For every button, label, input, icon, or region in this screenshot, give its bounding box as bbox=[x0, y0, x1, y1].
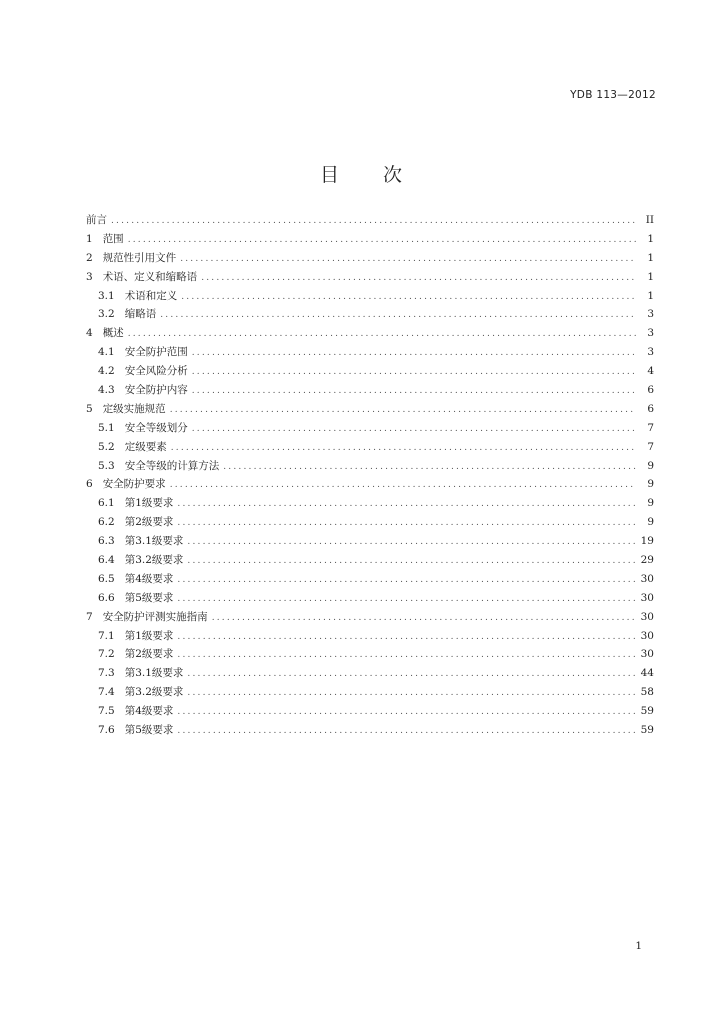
toc-entry-label: 第3.2级要求 bbox=[124, 686, 184, 699]
toc-entry-label: 第5级要求 bbox=[124, 591, 174, 604]
toc-entry-number: 7 bbox=[86, 610, 93, 623]
toc-leader-dots bbox=[180, 250, 636, 269]
toc-entry-page: 58 bbox=[640, 686, 654, 699]
toc-entry-label: 第4级要求 bbox=[124, 572, 174, 585]
toc-entry[interactable] bbox=[86, 287, 654, 306]
toc-entry-number: 6.3 bbox=[98, 535, 115, 548]
toc-entry-number: 3.2 bbox=[98, 308, 115, 321]
toc-entry-label: 范围 bbox=[102, 232, 124, 245]
toc-leader-dots bbox=[177, 722, 636, 741]
toc-leader-dots bbox=[111, 212, 636, 231]
toc-leader-dots bbox=[177, 495, 636, 514]
toc-entry-page: 4 bbox=[647, 365, 654, 378]
toc-entry[interactable] bbox=[86, 268, 654, 287]
toc-leader-dots bbox=[201, 269, 636, 288]
toc-entry-page: 6 bbox=[647, 384, 654, 397]
toc-entry-label: 定级实施规范 bbox=[102, 402, 166, 415]
toc-entry[interactable] bbox=[86, 513, 654, 532]
toc-leader-dots bbox=[192, 420, 636, 439]
toc-entry[interactable] bbox=[86, 627, 654, 646]
toc-entry-page: II bbox=[645, 214, 654, 226]
toc-entry[interactable] bbox=[86, 362, 654, 381]
toc-entry-label: 缩略语 bbox=[124, 308, 157, 321]
toc-entry-label: 第4级要求 bbox=[124, 705, 174, 718]
toc-entry-label: 安全防护要求 bbox=[102, 478, 166, 491]
toc-entry-number: 6.6 bbox=[98, 591, 115, 604]
toc-leader-dots bbox=[181, 288, 636, 307]
toc-entry-number: 7.3 bbox=[98, 667, 115, 680]
toc-entry-page: 30 bbox=[640, 629, 654, 642]
toc-entry[interactable] bbox=[86, 551, 654, 570]
toc-entry[interactable] bbox=[86, 324, 654, 343]
toc-entry-label: 安全等级划分 bbox=[124, 421, 188, 434]
toc-entry-number: 7.6 bbox=[98, 724, 115, 737]
toc-entry-page: 30 bbox=[640, 610, 654, 623]
toc-entry-label: 定级要素 bbox=[124, 440, 167, 453]
toc-entry-number: 5.2 bbox=[98, 440, 115, 453]
toc-entry-number: 1 bbox=[86, 232, 93, 245]
toc-entry-label: 第3.2级要求 bbox=[124, 554, 184, 567]
toc-entry[interactable] bbox=[86, 230, 654, 249]
toc-leader-dots bbox=[177, 628, 636, 647]
toc-entry-label: 安全等级的计算方法 bbox=[124, 459, 220, 472]
toc-entry-label: 安全防护评测实施指南 bbox=[102, 610, 208, 623]
toc-entry-page: 30 bbox=[640, 648, 654, 661]
toc-entry[interactable] bbox=[86, 664, 654, 683]
toc-entry-label: 规范性引用文件 bbox=[102, 251, 177, 264]
toc-entry-label: 第3.1级要求 bbox=[124, 535, 184, 548]
page-title bbox=[0, 160, 724, 187]
toc-entry-number: 6 bbox=[86, 478, 93, 491]
toc-entry-number: 5 bbox=[86, 402, 93, 415]
toc-entry-page: 9 bbox=[647, 459, 654, 472]
toc-entry[interactable] bbox=[86, 381, 654, 400]
toc-entry-page: 59 bbox=[640, 724, 654, 737]
toc-entry-label: 第5级要求 bbox=[124, 724, 174, 737]
toc-leader-dots bbox=[187, 665, 636, 684]
toc-entry-number: 4.1 bbox=[98, 346, 115, 359]
toc-leader-dots bbox=[192, 344, 636, 363]
toc-entry-page: 3 bbox=[647, 346, 654, 359]
toc-entry-page: 7 bbox=[647, 440, 654, 453]
toc-leader-dots bbox=[160, 306, 636, 325]
toc-entry[interactable] bbox=[86, 721, 654, 740]
toc-entry-page: 1 bbox=[647, 232, 654, 245]
toc-leader-dots bbox=[223, 458, 636, 477]
toc-entry-page: 3 bbox=[647, 308, 654, 321]
toc-leader-dots bbox=[177, 703, 636, 722]
toc-leader-dots bbox=[170, 401, 636, 420]
toc-entry[interactable] bbox=[86, 475, 654, 494]
toc-entry[interactable] bbox=[86, 683, 654, 702]
toc-entry[interactable] bbox=[86, 589, 654, 608]
toc-entry-number: 3 bbox=[86, 270, 93, 283]
toc-entry-number: 7.2 bbox=[98, 648, 115, 661]
toc-entry-label: 安全风险分析 bbox=[124, 365, 188, 378]
toc-entry-number: 7.5 bbox=[98, 705, 115, 718]
toc-entry-label: 概述 bbox=[102, 327, 124, 340]
toc-leader-dots bbox=[187, 552, 636, 571]
toc-entry[interactable] bbox=[86, 343, 654, 362]
toc-entry-page: 9 bbox=[647, 478, 654, 491]
toc-entry-number: 5.1 bbox=[98, 421, 115, 434]
toc-entry-label: 安全防护范围 bbox=[124, 346, 188, 359]
toc-entry-page: 1 bbox=[647, 251, 654, 264]
title-part-1: 目 bbox=[319, 164, 341, 186]
toc-entry[interactable] bbox=[86, 305, 654, 324]
toc-entry-number: 6.4 bbox=[98, 554, 115, 567]
toc-entry-label: 第2级要求 bbox=[124, 516, 174, 529]
toc-entry-number: 6.2 bbox=[98, 516, 115, 529]
toc-entry-number: 4.2 bbox=[98, 365, 115, 378]
toc-leader-dots bbox=[177, 514, 636, 533]
toc-leader-dots bbox=[128, 231, 636, 250]
toc-entry[interactable] bbox=[86, 570, 654, 589]
toc-entry[interactable] bbox=[86, 400, 654, 419]
toc-entry-number: 5.3 bbox=[98, 459, 115, 472]
toc-entry-label: 术语、定义和缩略语 bbox=[102, 270, 198, 283]
toc-entry-label: 第1级要求 bbox=[124, 497, 174, 510]
toc-entry-number: 4 bbox=[86, 327, 93, 340]
toc-entry-number: 4.3 bbox=[98, 384, 115, 397]
toc-entry-number: 6.1 bbox=[98, 497, 115, 510]
toc-entry-page: 9 bbox=[647, 516, 654, 529]
toc-entry-number: 6.5 bbox=[98, 572, 115, 585]
title-part-2: 次 bbox=[383, 164, 405, 186]
toc-entry-page: 19 bbox=[640, 535, 654, 548]
toc-entry[interactable] bbox=[86, 532, 654, 551]
toc-entry[interactable] bbox=[86, 438, 654, 457]
toc-entry-page: 30 bbox=[640, 572, 654, 585]
toc-entry-page: 6 bbox=[647, 402, 654, 415]
toc-entry-page: 9 bbox=[647, 497, 654, 510]
toc-entry[interactable] bbox=[86, 608, 654, 627]
toc-entry-page: 7 bbox=[647, 421, 654, 434]
toc-entry[interactable] bbox=[86, 249, 654, 268]
toc-entry-page: 3 bbox=[647, 327, 654, 340]
toc-leader-dots bbox=[192, 382, 636, 401]
toc-entry-label: 第2级要求 bbox=[124, 648, 174, 661]
toc-entry-number: 7.1 bbox=[98, 629, 115, 642]
toc-entry-label: 第1级要求 bbox=[124, 629, 174, 642]
document-code: YDB 113—2012 bbox=[570, 89, 656, 101]
toc-entry-label: 术语和定义 bbox=[124, 289, 178, 302]
toc-entry-label: 第3.1级要求 bbox=[124, 667, 184, 680]
toc-leader-dots bbox=[177, 590, 636, 609]
toc-leader-dots bbox=[171, 439, 636, 458]
toc-entry[interactable] bbox=[86, 211, 654, 230]
toc-leader-dots bbox=[128, 325, 636, 344]
toc-entry-label: 前言 bbox=[86, 214, 107, 226]
toc-entry-number: 2 bbox=[86, 251, 93, 264]
toc-entry[interactable] bbox=[86, 494, 654, 513]
toc-entry-page: 1 bbox=[647, 270, 654, 283]
toc-entry[interactable] bbox=[86, 702, 654, 721]
toc-entry[interactable] bbox=[86, 645, 654, 664]
toc-leader-dots bbox=[192, 363, 636, 382]
toc-leader-dots bbox=[212, 609, 636, 628]
toc-entry-page: 44 bbox=[640, 667, 654, 680]
toc-leader-dots bbox=[187, 533, 636, 552]
toc-entry-page: 29 bbox=[640, 554, 654, 567]
toc-entry-page: 1 bbox=[647, 289, 654, 302]
toc-entry-page: 30 bbox=[640, 591, 654, 604]
toc-entry-label: 安全防护内容 bbox=[124, 384, 188, 397]
toc-leader-dots bbox=[187, 684, 636, 703]
toc-entry[interactable] bbox=[86, 457, 654, 476]
footer-page-number: 1 bbox=[635, 940, 642, 952]
table-of-contents bbox=[86, 211, 654, 740]
toc-entry[interactable] bbox=[86, 419, 654, 438]
toc-entry-page: 59 bbox=[640, 705, 654, 718]
toc-leader-dots bbox=[177, 571, 636, 590]
toc-entry-number: 7.4 bbox=[98, 686, 115, 699]
toc-leader-dots bbox=[170, 476, 636, 495]
toc-entry-number: 3.1 bbox=[98, 289, 115, 302]
toc-leader-dots bbox=[177, 646, 636, 665]
